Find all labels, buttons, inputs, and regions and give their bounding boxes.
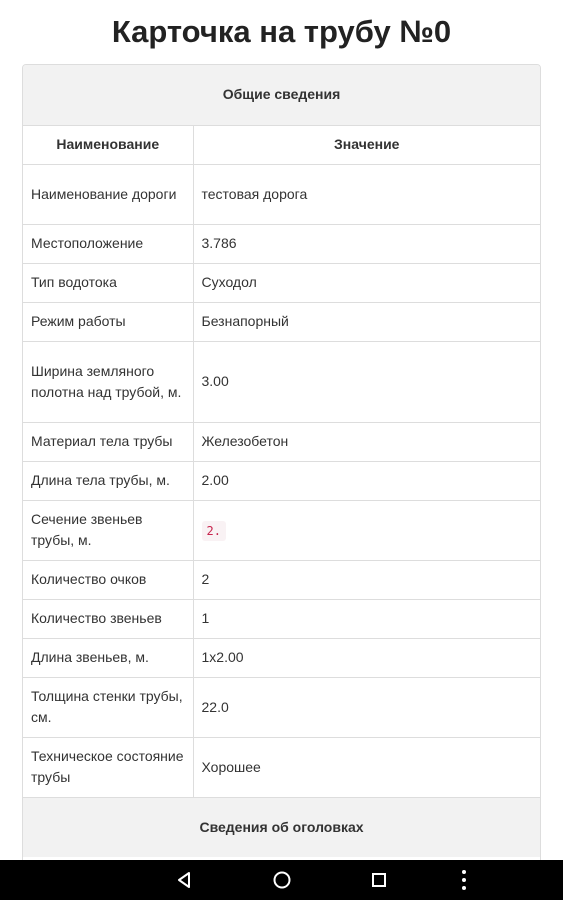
more-icon — [460, 869, 468, 891]
row-name: Местоположение — [23, 224, 193, 263]
row-value: 3.786 — [193, 224, 540, 263]
table-row — [23, 302, 540, 341]
table-row — [23, 500, 540, 560]
recents-button[interactable] — [359, 860, 399, 900]
table-row — [23, 599, 540, 638]
row-name: Материал тела трубы — [23, 422, 193, 461]
table-row — [23, 461, 540, 500]
row-value: 3.00 — [193, 341, 540, 422]
row-name: Сечение звеньев трубы, м. — [23, 500, 193, 560]
table-row — [23, 737, 540, 797]
table-row — [23, 638, 540, 677]
row-name: Толщина стенки трубы, см. — [23, 677, 193, 737]
section-title-heads: Сведения об оголовках — [23, 797, 540, 857]
column-header-value: Значение — [193, 125, 540, 164]
info-table — [23, 65, 540, 857]
table-row — [23, 341, 540, 422]
recents-icon — [370, 871, 388, 889]
row-value: 2 — [193, 560, 540, 599]
row-value — [193, 500, 540, 560]
row-value: Безнапорный — [193, 302, 540, 341]
back-icon — [175, 871, 193, 889]
column-header-name: Наименование — [23, 125, 193, 164]
row-value: 22.0 — [193, 677, 540, 737]
row-name: Ширина земляного полотна над трубой, м. — [23, 341, 193, 422]
android-navigation-bar — [0, 860, 563, 900]
table-row — [23, 422, 540, 461]
home-button[interactable] — [262, 860, 302, 900]
row-value: Железобетон — [193, 422, 540, 461]
page-title: Карточка на трубу №0 — [111, 14, 452, 49]
section-header-general — [23, 65, 540, 125]
row-name: Техническое состояние трубы — [23, 737, 193, 797]
table-row — [23, 164, 540, 224]
more-button[interactable] — [444, 860, 484, 900]
row-value: тестовая дорога — [193, 164, 540, 224]
section-code-badge: 2. — [202, 521, 226, 541]
row-name: Количество очков — [23, 560, 193, 599]
section-title-general: Общие сведения — [23, 65, 540, 125]
column-header-row — [23, 125, 540, 164]
back-button[interactable] — [164, 860, 204, 900]
table-row — [23, 677, 540, 737]
row-name: Длина тела трубы, м. — [23, 461, 193, 500]
row-value: 1 — [193, 599, 540, 638]
row-name: Длина звеньев, м. — [23, 638, 193, 677]
row-name: Наименование дороги — [23, 164, 193, 224]
row-value: 2.00 — [193, 461, 540, 500]
section-header-heads — [23, 797, 540, 857]
pipe-card — [22, 64, 541, 900]
home-icon — [272, 870, 292, 890]
row-value: 1x2.00 — [193, 638, 540, 677]
table-row — [23, 263, 540, 302]
row-value: Хорошее — [193, 737, 540, 797]
row-name: Количество звеньев — [23, 599, 193, 638]
row-value: Суходол — [193, 263, 540, 302]
row-name: Режим работы — [23, 302, 193, 341]
table-row — [23, 224, 540, 263]
table-row — [23, 560, 540, 599]
row-name: Тип водотока — [23, 263, 193, 302]
